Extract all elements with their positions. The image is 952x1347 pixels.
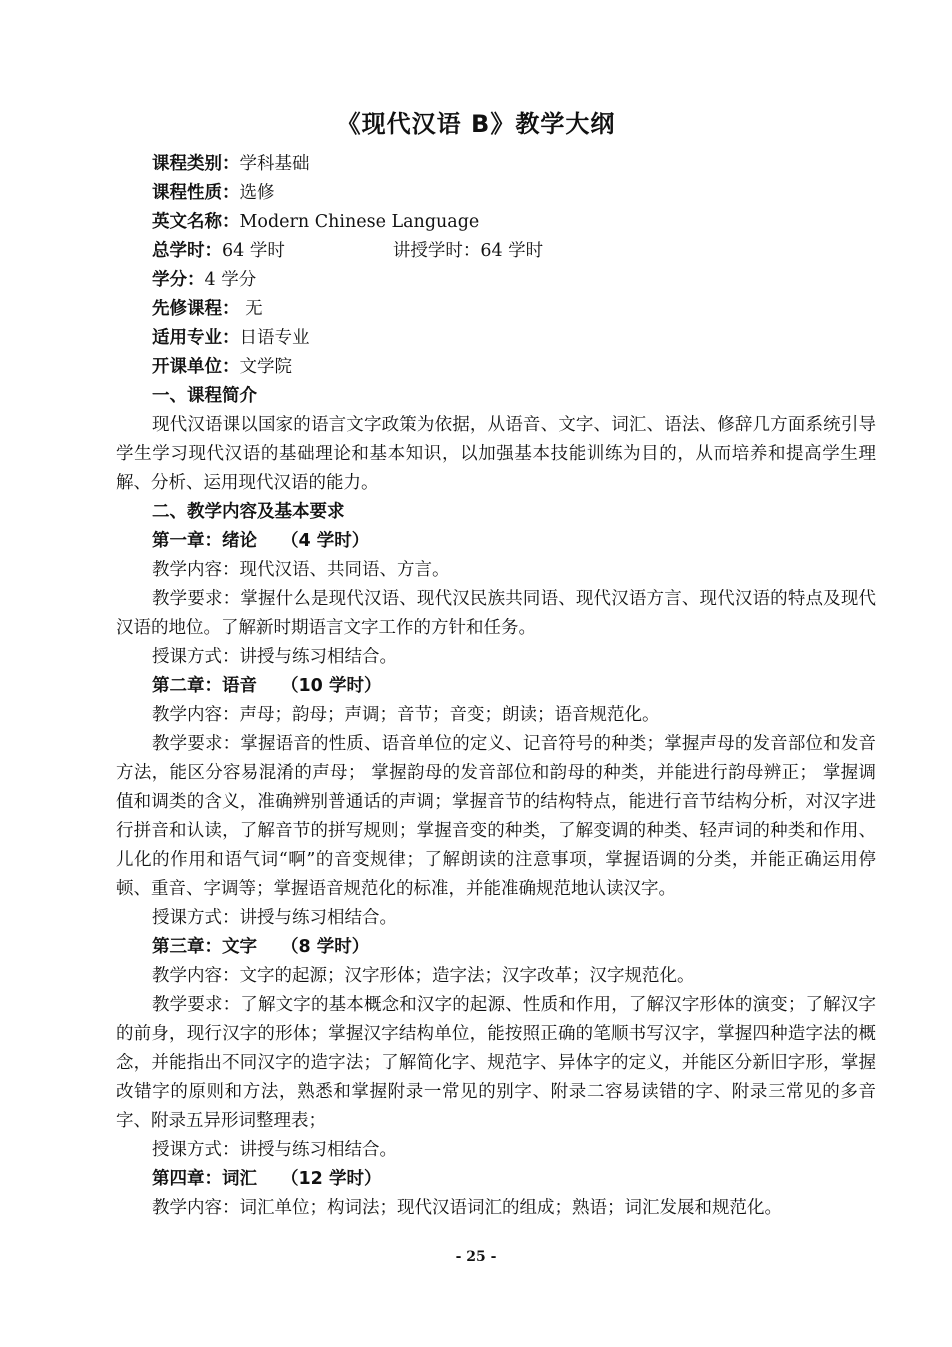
chapter-heading (116, 672, 876, 701)
lecture-hours-value: 64 学时 (480, 241, 544, 261)
intro-paragraph: 现代汉语课以国家的语言文字政策为依据，从语音、文字、词汇、语法、修辞几方面系统引导学生学习现代汉语的基础理论和基本知识，以加强基本技能训练为目的，从而培养和提高学生理解、分析、运用现代汉语的能力。 (116, 415, 876, 493)
chapter-content: 教学内容：文字的起源；汉字形体；造字法；汉字改革；汉字规范化。 (152, 966, 695, 986)
course-category-line (116, 150, 876, 179)
chapter-hours: （8 学时） (281, 937, 370, 957)
document-body (116, 150, 876, 1223)
chapter-requirement: 教学要求：掌握语音的性质、语音单位的定义、记音符号的种类；掌握声母的发音部位和发音方法，能区分容易混淆的声母； 掌握韵母的发音部位和韵母的种类，并能进行韵母辨正； 掌握调值和调类的含义，准确辨别普通话的声调；掌握音节的结构特点，能进行音节结构分析，对汉字进行拼音和认读，了解音节的拼写规则；掌握音变的种类，了解变调的种类、轻声词的种类和作用、儿化的作用和语气词“啊”的音变规律；了解朗读的注意事项，掌握语调的分类，并能正确运用停顿、重音、字调等；掌握语音规范化的标准，并能准确规范地认读汉字。 (116, 734, 876, 899)
chapter-title: 第二章：语音 (152, 676, 257, 696)
course-nature-line (116, 179, 876, 208)
course-category-value: 学科基础 (239, 154, 310, 174)
chapter-heading (116, 933, 876, 962)
credit-label: 学分： (152, 270, 205, 290)
chapter-title: 第四章：词汇 (152, 1169, 257, 1189)
hours-line (116, 237, 876, 266)
course-category-label: 课程类别： (152, 154, 240, 174)
chapter-content: 教学内容：现代汉语、共同语、方言。 (152, 560, 450, 580)
prerequisite-label: 先修课程： (152, 299, 240, 319)
applicable-major-label: 适用专业： (152, 328, 240, 348)
chapter-hours: （10 学时） (281, 676, 382, 696)
department-line (116, 353, 876, 382)
department-label: 开课单位： (152, 357, 240, 377)
chapter-method: 授课方式：讲授与练习相结合。 (152, 1140, 397, 1160)
chapter-method: 授课方式：讲授与练习相结合。 (152, 647, 397, 667)
chapter-hours: （12 学时） (281, 1169, 382, 1189)
chapter-hours: （4 学时） (281, 531, 370, 551)
lecture-hours-label: 讲授学时： (392, 241, 481, 261)
english-name-label: 英文名称： (152, 212, 240, 232)
credit-value: 4 学分 (204, 270, 257, 290)
chapter-heading (116, 527, 876, 556)
applicable-major-line (116, 324, 876, 353)
chapter-heading (116, 1165, 876, 1194)
chapter-title: 第三章：文字 (152, 937, 257, 957)
chapter-requirement: 教学要求：了解文字的基本概念和汉字的起源、性质和作用，了解汉字形体的演变；了解汉字的前身，现行汉字的形体；掌握汉字结构单位，能按照正确的笔顺书写汉字，掌握四种造字法的概念，并能指出不同汉字的造字法；了解简化字、规范字、异体字的定义，并能区分新旧字形，掌握改错字的原则和方法，熟悉和掌握附录一常见的别字、附录二容易读错的字、附录三常见的多音字、附录五异形词整理表； (116, 995, 876, 1131)
applicable-major-value: 日语专业 (239, 328, 310, 348)
chapter-content: 教学内容：声母；韵母；声调；音节；音变；朗读；语音规范化。 (152, 705, 660, 725)
chapter-requirement: 教学要求：掌握什么是现代汉语、现代汉民族共同语、现代汉语方言、现代汉语的特点及现代汉语的地位。了解新时期语言文字工作的方针和任务。 (116, 589, 876, 638)
department-value: 文学院 (239, 357, 292, 377)
chapter-title: 第一章：绪论 (152, 531, 257, 551)
course-nature-label: 课程性质： (152, 183, 240, 203)
page-number: - 25 - (455, 1249, 497, 1265)
total-hours-value: 64 学时 (222, 241, 285, 261)
total-hours-label: 总学时： (152, 241, 222, 261)
section-heading-intro: 一、课程简介 (152, 386, 257, 406)
english-name-value: Modern Chinese Language (239, 212, 480, 232)
section-heading-content: 二、教学内容及基本要求 (152, 502, 345, 522)
credit-line (116, 266, 876, 295)
english-name-line (116, 208, 876, 237)
course-nature-value: 选修 (239, 183, 275, 203)
document-title: 《现代汉语 B》教学大纲 (336, 110, 616, 138)
prerequisite-line (116, 295, 876, 324)
prerequisite-value: 无 (239, 299, 263, 319)
chapter-content: 教学内容：词汇单位；构词法；现代汉语词汇的组成；熟语；词汇发展和规范化。 (152, 1198, 782, 1218)
chapter-method: 授课方式：讲授与练习相结合。 (152, 908, 397, 928)
